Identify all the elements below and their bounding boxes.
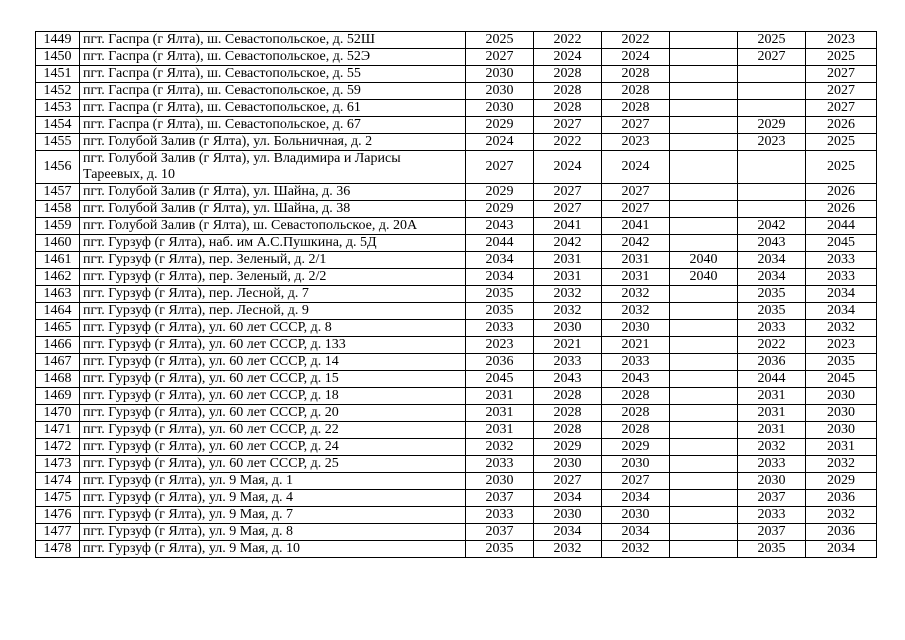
- address-cell: пгт. Гурзуф (г Ялта), ул. 60 лет СССР, д. 22: [80, 422, 466, 439]
- table-row: [36, 524, 877, 541]
- address-cell: пгт. Гурзуф (г Ялта), ул. 60 лет СССР, д. 24: [80, 439, 466, 456]
- row-number: 1477: [36, 524, 80, 541]
- table-row: [36, 134, 877, 151]
- year-cell-3: 2027: [602, 117, 670, 134]
- table-row: [36, 184, 877, 201]
- row-number: 1466: [36, 337, 80, 354]
- table-row: [36, 66, 877, 83]
- year-cell-1: 2035: [466, 303, 534, 320]
- year-cell-3: 2034: [602, 524, 670, 541]
- year-cell-2: 2043: [534, 371, 602, 388]
- year-cell-1: 2031: [466, 388, 534, 405]
- year-cell-2: 2042: [534, 235, 602, 252]
- address-cell: пгт. Гурзуф (г Ялта), пер. Лесной, д. 9: [80, 303, 466, 320]
- housing-schedule-table: [35, 31, 877, 558]
- year-cell-3: 2028: [602, 100, 670, 117]
- year-cell-2: 2030: [534, 456, 602, 473]
- year-cell-6: 2036: [806, 490, 877, 507]
- row-number: 1451: [36, 66, 80, 83]
- year-cell-6: 2026: [806, 201, 877, 218]
- year-cell-3: 2027: [602, 184, 670, 201]
- row-number: 1465: [36, 320, 80, 337]
- year-cell-5: 2032: [738, 439, 806, 456]
- year-cell-6: 2033: [806, 252, 877, 269]
- table-row: [36, 320, 877, 337]
- table-row: [36, 235, 877, 252]
- year-cell-6: 2025: [806, 49, 877, 66]
- year-cell-4: [670, 388, 738, 405]
- row-number: 1475: [36, 490, 80, 507]
- year-cell-3: 2027: [602, 473, 670, 490]
- year-cell-2: 2027: [534, 473, 602, 490]
- year-cell-2: 2041: [534, 218, 602, 235]
- table-row: [36, 388, 877, 405]
- year-cell-6: 2034: [806, 541, 877, 558]
- year-cell-3: 2041: [602, 218, 670, 235]
- year-cell-2: 2028: [534, 405, 602, 422]
- year-cell-6: 2026: [806, 117, 877, 134]
- year-cell-3: 2021: [602, 337, 670, 354]
- year-cell-3: 2022: [602, 32, 670, 49]
- year-cell-6: 2030: [806, 388, 877, 405]
- year-cell-3: 2030: [602, 320, 670, 337]
- year-cell-6: 2034: [806, 303, 877, 320]
- year-cell-2: 2027: [534, 117, 602, 134]
- year-cell-6: 2030: [806, 405, 877, 422]
- row-number: 1471: [36, 422, 80, 439]
- table-row: [36, 32, 877, 49]
- year-cell-4: [670, 507, 738, 524]
- year-cell-3: 2028: [602, 422, 670, 439]
- year-cell-3: 2030: [602, 507, 670, 524]
- row-number: 1469: [36, 388, 80, 405]
- year-cell-3: 2028: [602, 83, 670, 100]
- year-cell-4: [670, 320, 738, 337]
- year-cell-1: 2030: [466, 100, 534, 117]
- address-cell: пгт. Гурзуф (г Ялта), ул. 9 Мая, д. 4: [80, 490, 466, 507]
- year-cell-3: 2030: [602, 456, 670, 473]
- year-cell-2: 2028: [534, 66, 602, 83]
- table-row: [36, 100, 877, 117]
- table-row: [36, 286, 877, 303]
- row-number: 1449: [36, 32, 80, 49]
- row-number: 1472: [36, 439, 80, 456]
- year-cell-1: 2025: [466, 32, 534, 49]
- table-row: [36, 252, 877, 269]
- year-cell-2: 2022: [534, 32, 602, 49]
- year-cell-2: 2027: [534, 184, 602, 201]
- address-cell: пгт. Голубой Залив (г Ялта), ш. Севастопольское, д. 20А: [80, 218, 466, 235]
- year-cell-5: [738, 201, 806, 218]
- year-cell-3: 2028: [602, 388, 670, 405]
- year-cell-2: 2033: [534, 354, 602, 371]
- table-row: [36, 83, 877, 100]
- year-cell-5: 2023: [738, 134, 806, 151]
- year-cell-4: [670, 134, 738, 151]
- table-row: [36, 269, 877, 286]
- year-cell-2: 2022: [534, 134, 602, 151]
- address-cell: пгт. Гурзуф (г Ялта), ул. 60 лет СССР, д. 14: [80, 354, 466, 371]
- address-cell: пгт. Гурзуф (г Ялта), ул. 9 Мая, д. 7: [80, 507, 466, 524]
- year-cell-1: 2044: [466, 235, 534, 252]
- year-cell-5: 2043: [738, 235, 806, 252]
- year-cell-1: 2037: [466, 524, 534, 541]
- year-cell-4: [670, 524, 738, 541]
- year-cell-4: [670, 184, 738, 201]
- year-cell-3: 2028: [602, 66, 670, 83]
- year-cell-1: 2035: [466, 286, 534, 303]
- year-cell-5: [738, 83, 806, 100]
- table-row: [36, 456, 877, 473]
- year-cell-1: 2033: [466, 507, 534, 524]
- year-cell-6: 2034: [806, 286, 877, 303]
- year-cell-5: 2027: [738, 49, 806, 66]
- address-cell: пгт. Гурзуф (г Ялта), ул. 60 лет СССР, д. 20: [80, 405, 466, 422]
- row-number: 1474: [36, 473, 80, 490]
- address-cell: пгт. Гурзуф (г Ялта), ул. 60 лет СССР, д. 18: [80, 388, 466, 405]
- year-cell-1: 2045: [466, 371, 534, 388]
- year-cell-5: 2037: [738, 524, 806, 541]
- row-number: 1454: [36, 117, 80, 134]
- year-cell-4: 2040: [670, 252, 738, 269]
- year-cell-5: 2035: [738, 541, 806, 558]
- row-number: 1463: [36, 286, 80, 303]
- row-number: 1455: [36, 134, 80, 151]
- address-cell: пгт. Гурзуф (г Ялта), ул. 60 лет СССР, д. 133: [80, 337, 466, 354]
- year-cell-3: 2032: [602, 286, 670, 303]
- year-cell-6: 2044: [806, 218, 877, 235]
- row-number: 1457: [36, 184, 80, 201]
- address-cell: пгт. Гурзуф (г Ялта), ул. 60 лет СССР, д. 8: [80, 320, 466, 337]
- address-cell: пгт. Гурзуф (г Ялта), ул. 9 Мая, д. 1: [80, 473, 466, 490]
- row-number: 1468: [36, 371, 80, 388]
- year-cell-1: 2033: [466, 320, 534, 337]
- year-cell-4: [670, 303, 738, 320]
- table-row: [36, 405, 877, 422]
- year-cell-5: 2031: [738, 422, 806, 439]
- year-cell-5: 2033: [738, 456, 806, 473]
- year-cell-5: [738, 184, 806, 201]
- table-row: [36, 439, 877, 456]
- year-cell-6: 2025: [806, 134, 877, 151]
- year-cell-5: [738, 100, 806, 117]
- year-cell-6: 2036: [806, 524, 877, 541]
- year-cell-2: 2024: [534, 151, 602, 184]
- year-cell-6: 2032: [806, 507, 877, 524]
- year-cell-4: [670, 218, 738, 235]
- year-cell-4: [670, 286, 738, 303]
- year-cell-5: 2029: [738, 117, 806, 134]
- table-row: [36, 541, 877, 558]
- row-number: 1458: [36, 201, 80, 218]
- table-row: [36, 303, 877, 320]
- year-cell-1: 2035: [466, 541, 534, 558]
- year-cell-4: [670, 100, 738, 117]
- year-cell-4: [670, 354, 738, 371]
- year-cell-3: 2032: [602, 541, 670, 558]
- year-cell-6: 2030: [806, 422, 877, 439]
- address-cell: пгт. Гурзуф (г Ялта), пер. Зеленый, д. 2/1: [80, 252, 466, 269]
- year-cell-6: 2023: [806, 337, 877, 354]
- row-number: 1461: [36, 252, 80, 269]
- table-row: [36, 490, 877, 507]
- year-cell-5: 2031: [738, 388, 806, 405]
- year-cell-3: 2024: [602, 151, 670, 184]
- address-cell: пгт. Гаспра (г Ялта), ш. Севастопольское, д. 67: [80, 117, 466, 134]
- table-row: [36, 151, 877, 184]
- year-cell-4: [670, 371, 738, 388]
- year-cell-1: 2034: [466, 252, 534, 269]
- year-cell-2: 2034: [534, 490, 602, 507]
- year-cell-1: 2031: [466, 405, 534, 422]
- row-number: 1467: [36, 354, 80, 371]
- year-cell-4: [670, 473, 738, 490]
- year-cell-6: 2033: [806, 269, 877, 286]
- year-cell-2: 2032: [534, 541, 602, 558]
- table-row: [36, 507, 877, 524]
- address-cell: пгт. Голубой Залив (г Ялта), ул. Больничная, д. 2: [80, 134, 466, 151]
- year-cell-6: 2045: [806, 371, 877, 388]
- year-cell-6: 2031: [806, 439, 877, 456]
- year-cell-1: 2027: [466, 49, 534, 66]
- table-row: [36, 422, 877, 439]
- year-cell-1: 2027: [466, 151, 534, 184]
- year-cell-4: [670, 49, 738, 66]
- year-cell-1: 2030: [466, 83, 534, 100]
- year-cell-5: 2033: [738, 320, 806, 337]
- year-cell-1: 2029: [466, 184, 534, 201]
- row-number: 1452: [36, 83, 80, 100]
- year-cell-5: 2042: [738, 218, 806, 235]
- year-cell-2: 2029: [534, 439, 602, 456]
- table-row: [36, 371, 877, 388]
- year-cell-1: 2030: [466, 473, 534, 490]
- year-cell-2: 2028: [534, 100, 602, 117]
- year-cell-4: [670, 541, 738, 558]
- year-cell-6: 2032: [806, 456, 877, 473]
- year-cell-3: 2024: [602, 49, 670, 66]
- year-cell-4: [670, 337, 738, 354]
- year-cell-4: [670, 66, 738, 83]
- table-row: [36, 49, 877, 66]
- year-cell-2: 2032: [534, 303, 602, 320]
- year-cell-3: 2031: [602, 252, 670, 269]
- year-cell-2: 2034: [534, 524, 602, 541]
- address-cell: пгт. Гурзуф (г Ялта), ул. 60 лет СССР, д. 25: [80, 456, 466, 473]
- year-cell-2: 2024: [534, 49, 602, 66]
- year-cell-4: [670, 456, 738, 473]
- year-cell-1: 2030: [466, 66, 534, 83]
- year-cell-5: 2035: [738, 303, 806, 320]
- year-cell-2: 2030: [534, 507, 602, 524]
- row-number: 1473: [36, 456, 80, 473]
- row-number: 1464: [36, 303, 80, 320]
- year-cell-2: 2027: [534, 201, 602, 218]
- year-cell-2: 2028: [534, 422, 602, 439]
- year-cell-1: 2024: [466, 134, 534, 151]
- address-cell: пгт. Голубой Залив (г Ялта), ул. Владимира и Ларисы Тареевых, д. 10: [80, 151, 466, 184]
- year-cell-1: 2033: [466, 456, 534, 473]
- year-cell-6: 2027: [806, 83, 877, 100]
- year-cell-5: 2033: [738, 507, 806, 524]
- year-cell-6: 2027: [806, 66, 877, 83]
- year-cell-1: 2029: [466, 117, 534, 134]
- address-cell: пгт. Гаспра (г Ялта), ш. Севастопольское, д. 59: [80, 83, 466, 100]
- year-cell-6: 2025: [806, 151, 877, 184]
- year-cell-4: [670, 83, 738, 100]
- year-cell-5: 2025: [738, 32, 806, 49]
- year-cell-4: [670, 439, 738, 456]
- year-cell-4: [670, 490, 738, 507]
- row-number: 1456: [36, 151, 80, 184]
- table-row: [36, 218, 877, 235]
- year-cell-3: 2023: [602, 134, 670, 151]
- address-cell: пгт. Гурзуф (г Ялта), пер. Лесной, д. 7: [80, 286, 466, 303]
- year-cell-4: [670, 422, 738, 439]
- table-body: [36, 32, 877, 558]
- year-cell-2: 2028: [534, 388, 602, 405]
- table-row: [36, 354, 877, 371]
- year-cell-5: 2044: [738, 371, 806, 388]
- row-number: 1462: [36, 269, 80, 286]
- row-number: 1459: [36, 218, 80, 235]
- address-cell: пгт. Гаспра (г Ялта), ш. Севастопольское, д. 52Э: [80, 49, 466, 66]
- year-cell-1: 2031: [466, 422, 534, 439]
- table-row: [36, 201, 877, 218]
- address-cell: пгт. Гурзуф (г Ялта), ул. 9 Мая, д. 10: [80, 541, 466, 558]
- year-cell-4: [670, 201, 738, 218]
- year-cell-5: 2022: [738, 337, 806, 354]
- year-cell-4: [670, 151, 738, 184]
- address-cell: пгт. Гурзуф (г Ялта), ул. 9 Мая, д. 8: [80, 524, 466, 541]
- row-number: 1470: [36, 405, 80, 422]
- year-cell-5: 2034: [738, 252, 806, 269]
- row-number: 1476: [36, 507, 80, 524]
- year-cell-2: 2030: [534, 320, 602, 337]
- year-cell-3: 2028: [602, 405, 670, 422]
- year-cell-5: 2031: [738, 405, 806, 422]
- year-cell-6: 2035: [806, 354, 877, 371]
- year-cell-5: 2036: [738, 354, 806, 371]
- year-cell-3: 2031: [602, 269, 670, 286]
- address-cell: пгт. Гаспра (г Ялта), ш. Севастопольское, д. 61: [80, 100, 466, 117]
- year-cell-5: 2035: [738, 286, 806, 303]
- year-cell-1: 2036: [466, 354, 534, 371]
- year-cell-5: 2037: [738, 490, 806, 507]
- table-row: [36, 337, 877, 354]
- year-cell-3: 2032: [602, 303, 670, 320]
- table-row: [36, 473, 877, 490]
- year-cell-1: 2043: [466, 218, 534, 235]
- year-cell-6: 2029: [806, 473, 877, 490]
- year-cell-4: [670, 32, 738, 49]
- year-cell-1: 2034: [466, 269, 534, 286]
- year-cell-2: 2028: [534, 83, 602, 100]
- row-number: 1478: [36, 541, 80, 558]
- year-cell-2: 2032: [534, 286, 602, 303]
- year-cell-3: 2029: [602, 439, 670, 456]
- address-cell: пгт. Гурзуф (г Ялта), наб. им А.С.Пушкина, д. 5Д: [80, 235, 466, 252]
- address-cell: пгт. Голубой Залив (г Ялта), ул. Шайна, д. 36: [80, 184, 466, 201]
- year-cell-5: [738, 66, 806, 83]
- year-cell-3: 2043: [602, 371, 670, 388]
- address-cell: пгт. Гаспра (г Ялта), ш. Севастопольское, д. 52Ш: [80, 32, 466, 49]
- address-cell: пгт. Гурзуф (г Ялта), ул. 60 лет СССР, д. 15: [80, 371, 466, 388]
- address-cell: пгт. Гурзуф (г Ялта), пер. Зеленый, д. 2/2: [80, 269, 466, 286]
- row-number: 1450: [36, 49, 80, 66]
- year-cell-3: 2027: [602, 201, 670, 218]
- year-cell-4: [670, 235, 738, 252]
- year-cell-2: 2031: [534, 269, 602, 286]
- year-cell-5: 2030: [738, 473, 806, 490]
- year-cell-2: 2031: [534, 252, 602, 269]
- row-number: 1460: [36, 235, 80, 252]
- year-cell-6: 2023: [806, 32, 877, 49]
- year-cell-1: 2023: [466, 337, 534, 354]
- year-cell-6: 2045: [806, 235, 877, 252]
- year-cell-5: 2034: [738, 269, 806, 286]
- year-cell-4: [670, 405, 738, 422]
- year-cell-2: 2021: [534, 337, 602, 354]
- year-cell-6: 2026: [806, 184, 877, 201]
- year-cell-6: 2027: [806, 100, 877, 117]
- year-cell-1: 2037: [466, 490, 534, 507]
- address-cell: пгт. Голубой Залив (г Ялта), ул. Шайна, д. 38: [80, 201, 466, 218]
- year-cell-3: 2042: [602, 235, 670, 252]
- year-cell-4: [670, 117, 738, 134]
- year-cell-6: 2032: [806, 320, 877, 337]
- address-cell: пгт. Гаспра (г Ялта), ш. Севастопольское, д. 55: [80, 66, 466, 83]
- year-cell-5: [738, 151, 806, 184]
- year-cell-4: 2040: [670, 269, 738, 286]
- year-cell-3: 2034: [602, 490, 670, 507]
- year-cell-3: 2033: [602, 354, 670, 371]
- year-cell-1: 2029: [466, 201, 534, 218]
- table-row: [36, 117, 877, 134]
- year-cell-1: 2032: [466, 439, 534, 456]
- row-number: 1453: [36, 100, 80, 117]
